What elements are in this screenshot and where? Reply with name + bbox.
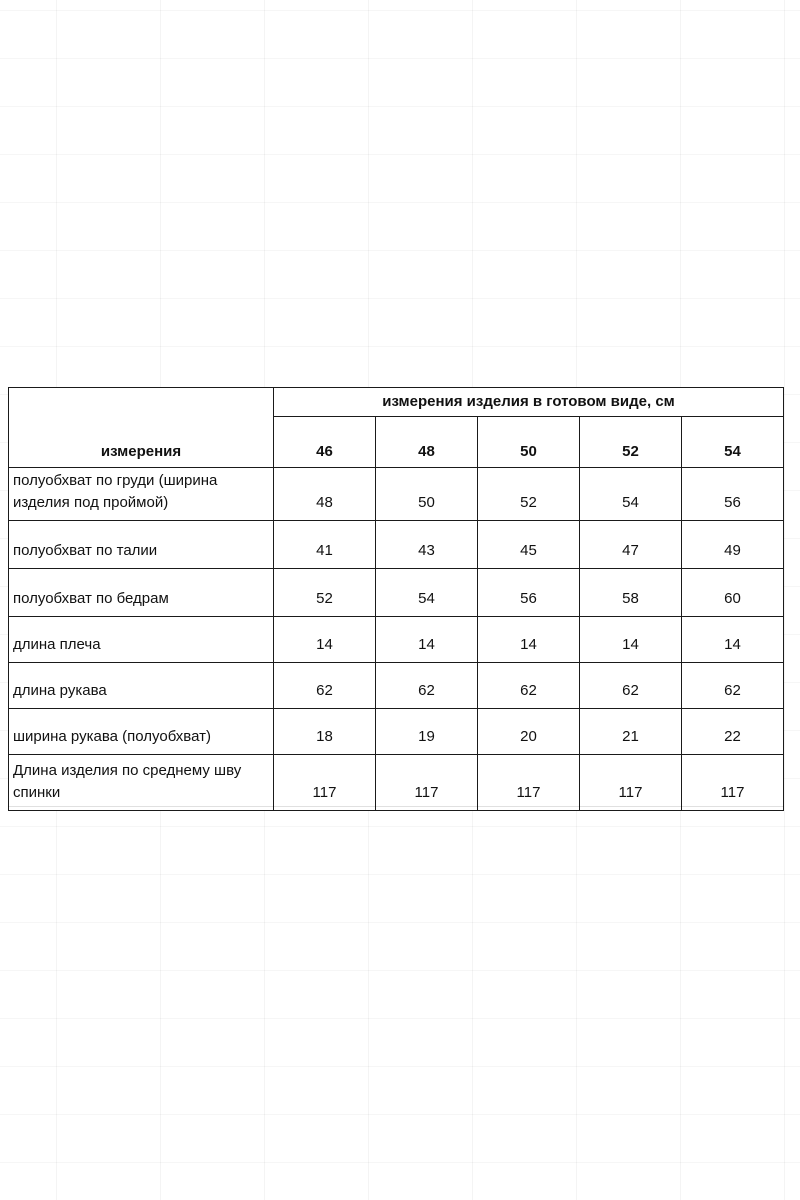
row-value: 117	[682, 755, 784, 811]
row-value: 14	[580, 617, 682, 663]
row-value: 52	[274, 569, 376, 617]
row-label: ширина рукава (полуобхват)	[9, 709, 274, 755]
row-value: 62	[682, 663, 784, 709]
measure-header-cell	[9, 388, 274, 468]
size-chart-table	[8, 387, 784, 811]
size-header: 52	[580, 417, 682, 468]
size-header: 54	[682, 417, 784, 468]
row-value: 18	[274, 709, 376, 755]
row-value: 62	[580, 663, 682, 709]
row-value: 117	[274, 755, 376, 811]
row-value: 48	[274, 468, 376, 521]
table-row	[9, 468, 784, 521]
row-label: длина рукава	[9, 663, 274, 709]
row-value: 62	[274, 663, 376, 709]
row-value: 43	[376, 521, 478, 569]
row-value: 52	[478, 468, 580, 521]
row-value: 62	[478, 663, 580, 709]
row-label: полуобхват по талии	[9, 521, 274, 569]
size-header: 50	[478, 417, 580, 468]
row-value: 41	[274, 521, 376, 569]
row-label: полуобхват по груди (ширина изделия под проймой)	[9, 468, 274, 521]
row-label: Длина изделия по среднему шву спинки	[9, 755, 274, 811]
table-caption: измерения изделия в готовом виде, см	[382, 393, 675, 410]
row-value: 22	[682, 709, 784, 755]
row-value: 21	[580, 709, 682, 755]
row-value: 54	[580, 468, 682, 521]
row-label: полуобхват по бедрам	[9, 569, 274, 617]
measure-header: измерения	[100, 443, 182, 460]
row-value: 56	[682, 468, 784, 521]
table-row	[9, 663, 784, 709]
table-row	[9, 755, 784, 811]
caption-row	[9, 388, 784, 417]
size-header: 46	[274, 417, 376, 468]
row-value: 62	[376, 663, 478, 709]
row-value: 60	[682, 569, 784, 617]
row-label: длина плеча	[9, 617, 274, 663]
table-row	[9, 617, 784, 663]
row-value: 20	[478, 709, 580, 755]
row-value: 117	[580, 755, 682, 811]
row-value: 19	[376, 709, 478, 755]
row-value: 14	[478, 617, 580, 663]
row-value: 56	[478, 569, 580, 617]
table-row	[9, 709, 784, 755]
row-value: 50	[376, 468, 478, 521]
caption-cell	[274, 388, 784, 417]
spreadsheet-gridline	[8, 806, 784, 817]
row-value: 117	[376, 755, 478, 811]
table-row	[9, 569, 784, 617]
row-value: 45	[478, 521, 580, 569]
row-value: 47	[580, 521, 682, 569]
row-value: 54	[376, 569, 478, 617]
row-value: 58	[580, 569, 682, 617]
row-value: 14	[274, 617, 376, 663]
row-value: 117	[478, 755, 580, 811]
table-row	[9, 521, 784, 569]
row-value: 14	[376, 617, 478, 663]
row-value: 49	[682, 521, 784, 569]
row-value: 14	[682, 617, 784, 663]
size-header: 48	[376, 417, 478, 468]
